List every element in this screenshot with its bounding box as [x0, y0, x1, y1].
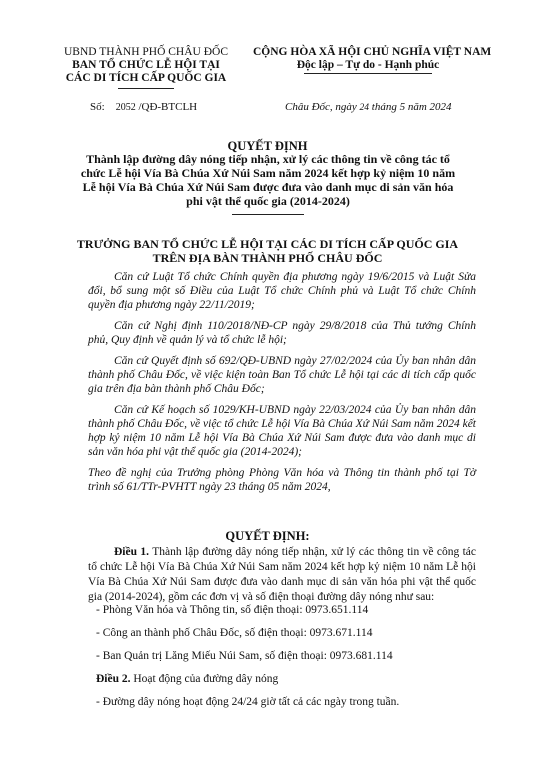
issuing-authority — [0, 237, 535, 265]
hotline-culture: - Phòng Văn hóa và Thông tin, số điện thoại: 0973.651.114 — [96, 604, 369, 616]
date-rest: tháng 5 năm 2024 — [371, 101, 452, 113]
hotline-temple: - Ban Quản trị Lăng Miếu Núi Sam, số điện thoại: 0973.681.114 — [96, 650, 393, 662]
subject-underline — [232, 214, 304, 215]
article-2-item: - Đường dây nóng hoạt động 24/24 giờ tất cả các ngày trong tuần. — [96, 696, 400, 708]
date-prefix: Châu Đốc, ngày — [285, 101, 357, 113]
document-date — [285, 101, 452, 113]
article-2-text: Hoạt động của đường dây nóng — [130, 673, 279, 685]
subject-line-2: chức Lễ hội Vía Bà Chúa Xứ Núi Sam năm 2024 kết hợp kỷ niệm 10 năm — [80, 166, 456, 180]
hotline-list — [96, 603, 399, 710]
basis-decree: Căn cứ Nghị định 110/2018/NĐ-CP ngày 29/8/2018 của Thủ tướng Chính phủ, Quy định về quản lý và tổ chức lễ hội; — [88, 320, 476, 346]
basis-proposal: Theo đề nghị của Trưởng phòng Phòng Văn hóa và Thông tin thành phố tại Tờ trình số 61/TTr-PVHTT ngày 23 tháng 05 năm 2024, — [88, 467, 476, 493]
number-value: 2052 — [115, 102, 136, 113]
subject-line-3: Lễ hội Vía Bà Chúa Xứ Núi Sam được đưa vào danh mục di sản văn hóa — [82, 180, 454, 194]
issuer-line-1: UBND THÀNH PHỐ CHÂU ĐỐC — [64, 46, 228, 58]
national-title: CỘNG HÒA XÃ HỘI CHỦ NGHĨA VIỆT NAM — [253, 46, 492, 58]
basis-decision: Căn cứ Quyết định số 692/QĐ-UBND ngày 27/02/2024 của Ủy ban nhân dân thành phố Châu Đốc, về việc kiện toàn Ban Tổ chức Lễ hội tại các di tích cấp quốc gia trên địa bàn thành phố Châu Đốc; — [88, 355, 476, 395]
authority-line-2: TRÊN ĐỊA BÀN THÀNH PHỐ CHÂU ĐỐC — [152, 251, 383, 265]
article-1-paragraph — [88, 545, 476, 605]
article-1-label: Điều 1. — [114, 546, 150, 558]
article-2-label: Điều 2. — [96, 673, 131, 685]
number-prefix: Số: — [90, 101, 105, 113]
authority-line-1: TRƯỞNG BAN TỔ CHỨC LỄ HỘI TẠI CÁC DI TÍCH CẤP QUỐC GIA — [76, 237, 459, 251]
document-subject — [60, 152, 476, 208]
document-number — [90, 101, 197, 113]
article-1-text: Thành lập đường dây nóng tiếp nhận, xử lý các thông tin về công tác tổ chức Lễ hội Vía Bà Chúa Xứ Núi Sam năm 2024 kết hợp kỷ niệm 10 năm Lễ hội Vía Bà Chúa Xứ Núi Sam được đưa vào danh mục di sản văn hóa phi vật thể quốc gia (2014-2024), gồm các đơn vị và số điện thoại đường dây nóng như sau: — [88, 546, 476, 603]
issuer-line-2: BAN TỔ CHỨC LỄ HỘI TẠI — [72, 59, 220, 71]
national-motto: Độc lập – Tự do - Hạnh phúc — [296, 59, 440, 71]
basis-law: Căn cứ Luật Tổ chức Chính quyền địa phương ngày 19/6/2015 và Luật Sửa đổi, bổ sung một số Điều của Luật Tổ chức Chính phủ và Luật Tổ chức Chính quyền địa phương ngày 22/11/2019; — [88, 271, 476, 311]
hotline-police: - Công an thành phố Châu Đốc, số điện thoại: 0973.671.114 — [96, 627, 373, 639]
number-suffix: /QĐ-BTCLH — [138, 101, 198, 113]
date-day: 24 — [359, 103, 370, 113]
document-title: QUYẾT ĐỊNH — [227, 139, 308, 153]
issuer-underline — [118, 88, 174, 89]
issuer-line-3: CÁC DI TÍCH CẤP QUỐC GIA — [65, 72, 227, 84]
article-2 — [96, 672, 399, 687]
issuer-block — [60, 46, 232, 85]
decides-heading: QUYẾT ĐỊNH: — [225, 529, 310, 543]
basis-plan: Căn cứ Kế hoạch số 1029/KH-UBND ngày 22/03/2024 của Ủy ban nhân dân thành phố Châu Đốc, về việc tổ chức Lễ hội Vía Bà Chúa Xứ Núi Sam năm 2024 kết hợp kỷ niệm 10 năm Lễ hội Vía Bà Chúa Xứ Núi Sam được đưa vào danh mục di sản văn hóa phi vật thể quốc gia (2014-2024); — [88, 404, 476, 458]
legal-bases — [88, 270, 476, 494]
motto-underline — [304, 73, 432, 74]
subject-line-1: Thành lập đường dây nóng tiếp nhận, xử lý các thông tin về công tác tổ — [86, 152, 450, 166]
article-1 — [88, 545, 476, 605]
subject-line-4: phi vật thể quốc gia (2014-2024) — [186, 194, 350, 208]
national-motto-block — [253, 46, 492, 72]
